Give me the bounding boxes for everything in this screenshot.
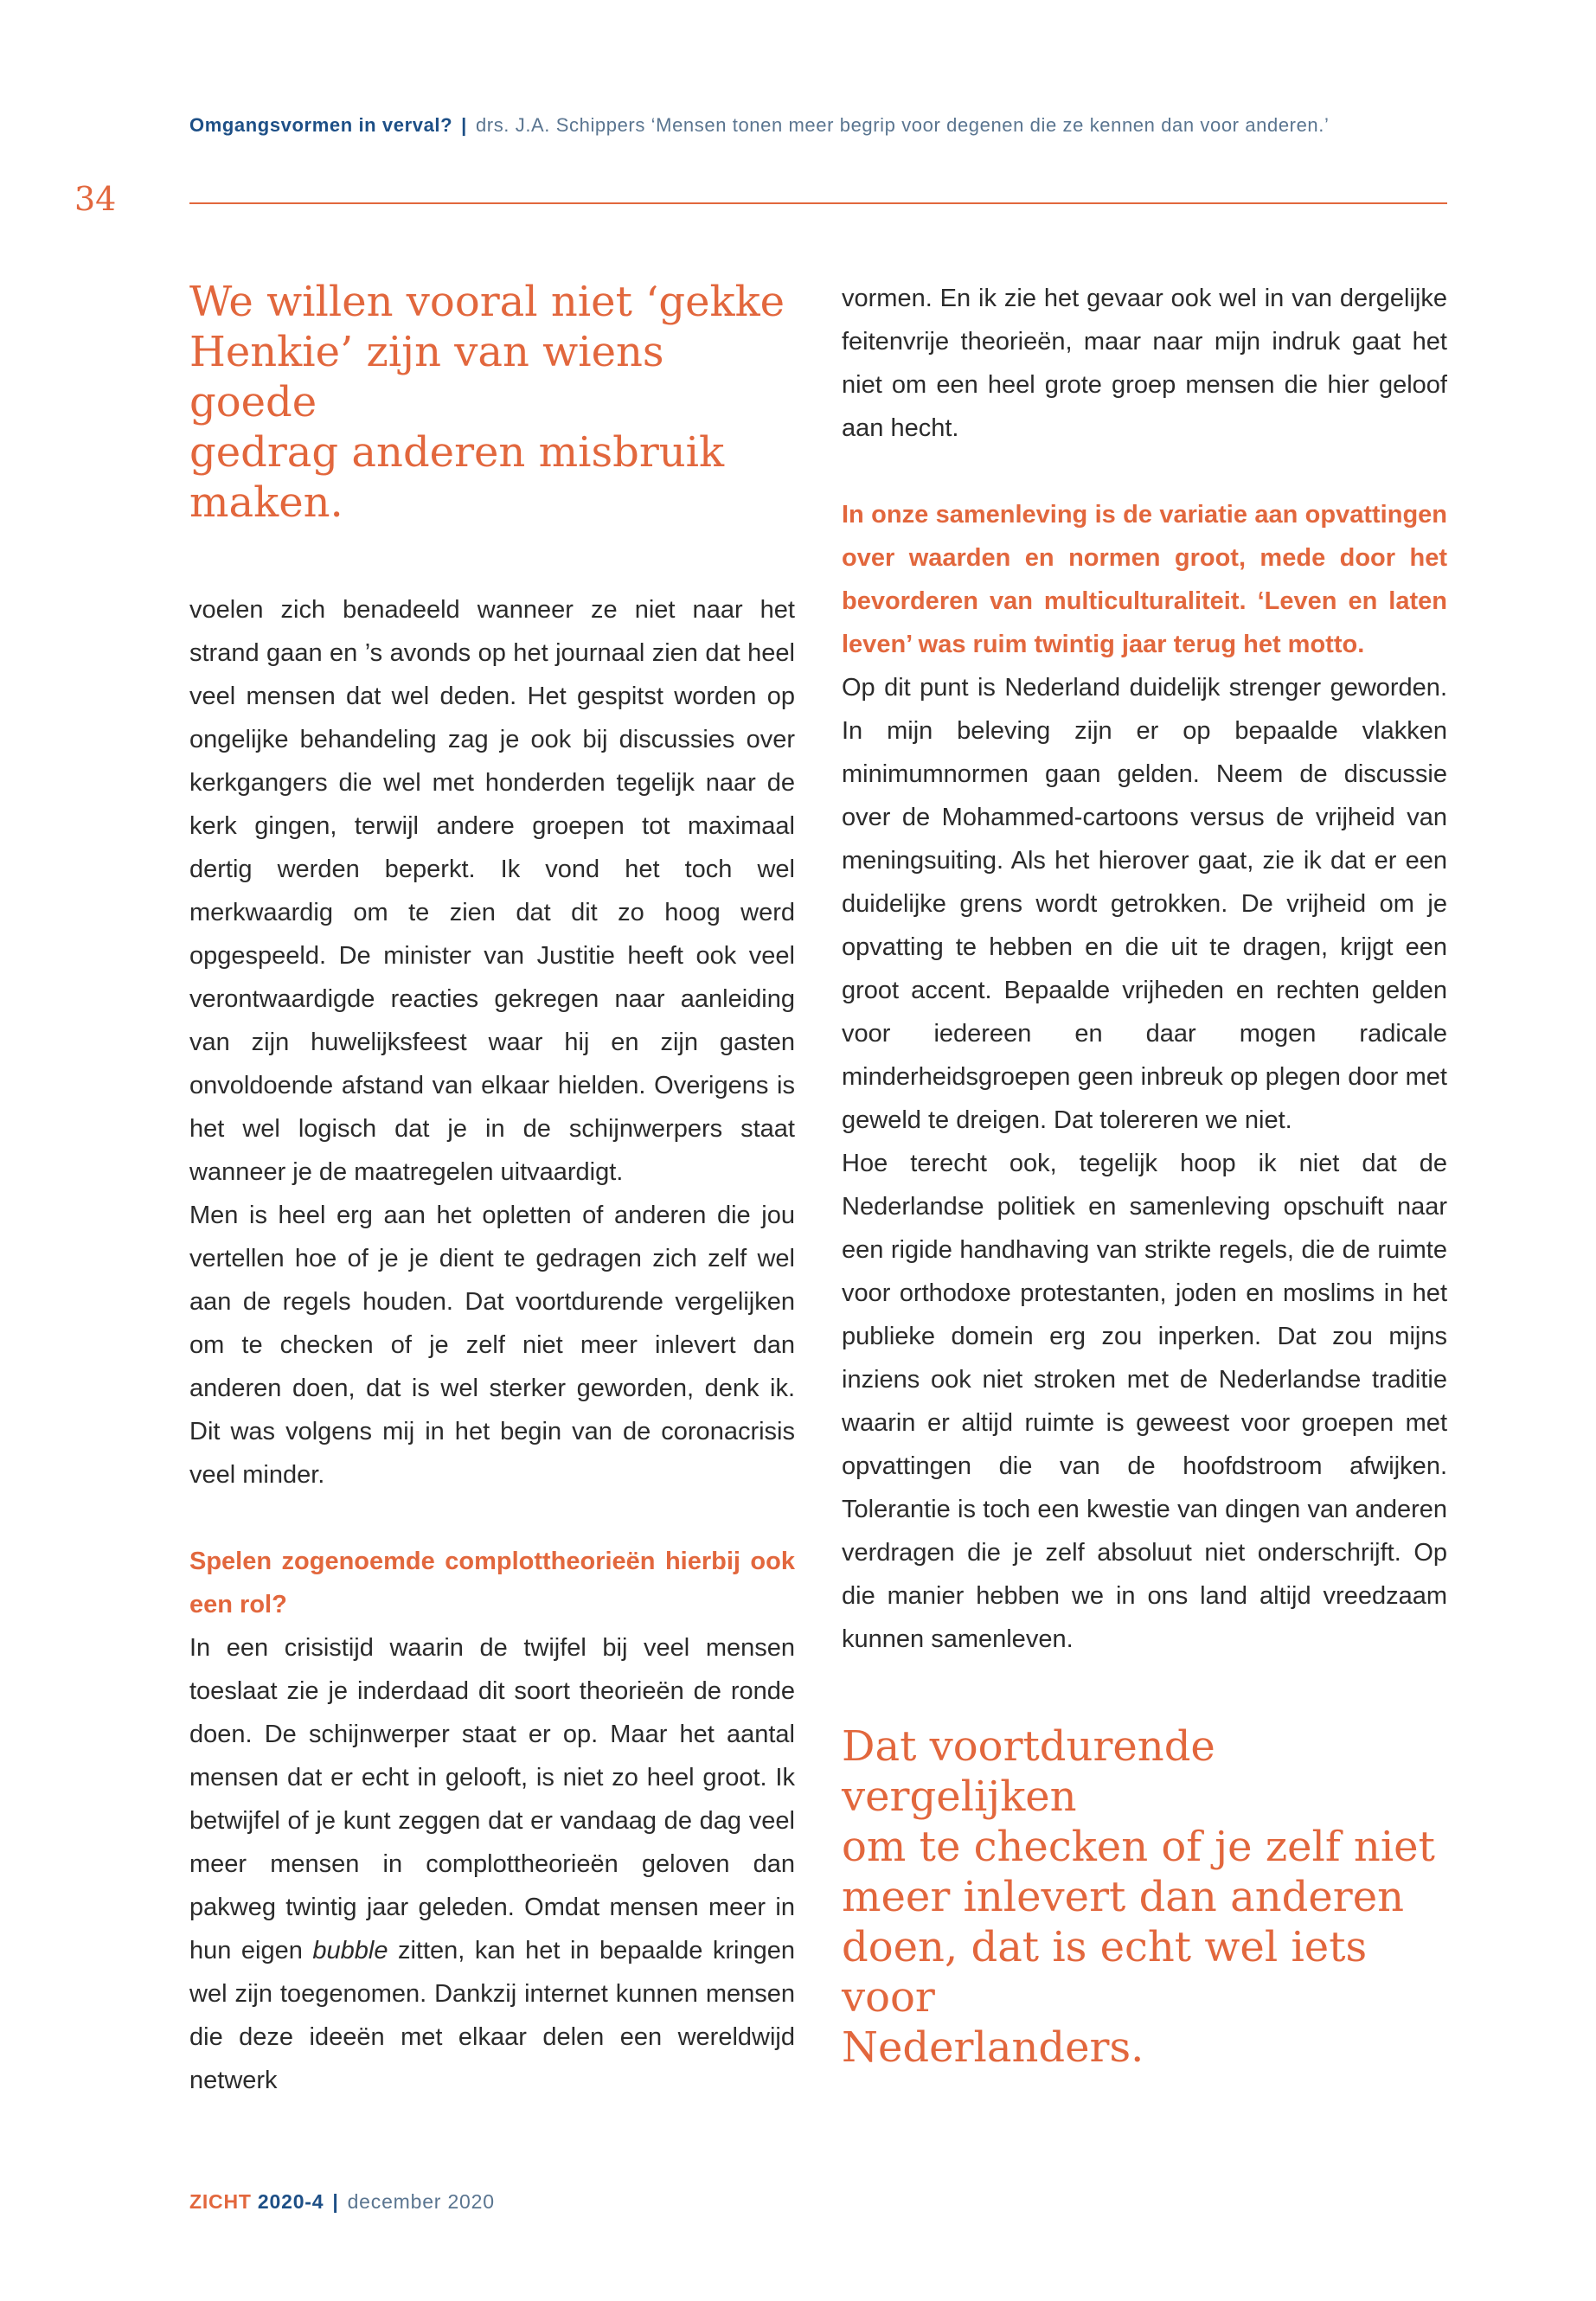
left-body [189,588,795,1497]
highlighted-statement: In onze samenleving is de variatie aan opvattingen over waarden en normen groot, mede door het bevorderen van multiculturaliteit. ‘Leven en laten leven’ was ruim twintig jaar terug het motto. [842,501,1447,658]
pull-quote-line: doen, dat is echt wel iets voor [842,1923,1368,2022]
pull-quote-top [189,277,795,528]
page-footer [189,2190,495,2214]
pull-quote-line: Dat voortdurende vergelijken [842,1722,1215,1821]
body-paragraph: Men is heel erg aan het opletten of anderen die jou vertellen hoe of je je dient te gedragen zich zelf wel aan de regels houden. Dat voortdurende vergelijken om te checken of je zelf niet meer inlevert dan anderen doen, dat is wel sterker geworden, denk ik. Dit was volgens mij in het begin van de coronacrisis veel minder. [189,1202,795,1489]
pull-quote-line: om te checken of je zelf niet [842,1823,1435,1871]
pull-quote-line: Henkie’ zijn van wiens goede [189,328,664,426]
answer-text: zitten, kan het in bepaalde kringen wel zijn toegenomen. Dankzij internet kunnen mensen die deze ideeën met elkaar delen een wereldwijd netwerk [189,1937,795,2094]
pull-quote-line: gedrag anderen misbruik [189,428,725,477]
body-paragraph: vormen. En ik zie het gevaar ook wel in van dergelijke feitenvrije theorieën, maar naar mijn indruk gaat het niet om een heel grote groep mensen die hier geloof aan hecht. [842,285,1447,442]
header-rule [189,202,1447,204]
body-paragraph: Op dit punt is Nederland duidelijk strenger geworden. In mijn beleving zijn er op bepaalde vlakken minimumnormen gaan gelden. Neem de discussie over de Mohammed-cartoons versus de vrijheid van meningsuiting. Als het hierover gaat, zie ik dat er een duidelijke grens wordt getrokken. De vrijheid om je opvatting te hebben en die uit te dragen, krijgt een groot accent. Bepaalde vrijheden en rechten gelden voor iedereen en daar mogen radicale minderheidsgroepen geen inbreuk op plegen door met geweld te dreigen. Dat tolereren we niet. [842,674,1447,1134]
issue-number: 2020-4 [257,2190,324,2213]
left-column [189,277,795,2102]
running-header [189,114,1329,137]
pull-quote-line: maken. [189,478,343,527]
footer-separator: | [332,2190,339,2213]
pull-quote-line: meer inlevert dan anderen [842,1873,1405,1921]
answer-body [189,1626,795,2102]
article-byline: drs. J.A. Schippers ‘Mensen tonen meer begrip voor degenen die ze kennen dan voor anderen.’ [475,114,1330,136]
body-paragraph: voelen zich benadeeld wanneer ze niet naar het strand gaan en ’s avonds op het journaal zien dat heel veel mensen dat wel deden. Het gespitst worden op ongelijke behandeling zag je ook bij discussies over kerkgangers die wel met honderden tegelijk naar de kerk gingen, terwijl andere groepen tot maximaal dertig werden beperkt. Ik vond het toch wel merkwaardig om te zien dat dit zo hoog werd opgespeeld. De minister van Justitie heeft ook veel verontwaardigde reacties gekregen naar aanleiding van zijn huwelijksfeest waar hij en zijn gasten onvoldoende afstand van elkaar hielden. Overigens is het wel logisch dat je in de schijnwerpers staat wanneer je de maatregelen uitvaardigt. [189,596,795,1186]
issue-date: december 2020 [347,2190,495,2213]
pull-quote-bottom [842,1721,1447,2073]
magazine-name: ZICHT [189,2190,252,2213]
interview-question: Spelen zogenoemde complottheorieën hierbij ook een rol? [189,1548,795,1618]
answer-italic-term: bubble [312,1937,388,1965]
header-separator: | [461,114,467,136]
right-body [842,666,1447,1661]
pull-quote-line: We willen vooral niet ‘gekke [189,278,785,326]
pull-quote-line: Nederlanders. [842,2023,1144,2072]
right-body-continuation [842,277,1447,450]
page-number: 34 [74,180,117,218]
answer-paragraph [189,1626,795,2102]
section-title: Omgangsvormen in verval? [189,114,453,136]
right-column [842,277,1447,2073]
answer-text: In een crisistijd waarin de twijfel bij veel mensen toeslaat zie je inderdaad dit soort theorieën de ronde doen. De schijnwerper staat er op. Maar het aantal mensen dat er echt in gelooft, is niet zo heel groot. Ik betwijfel of je kunt zeggen dat er vandaag de dag veel meer mensen in complottheorieën geloven dan pakweg twintig jaar geleden. Omdat mensen meer in hun eigen [189,1634,795,1965]
body-paragraph: Hoe terecht ook, tegelijk hoop ik niet dat de Nederlandse politiek en samenleving opschuift naar een rigide handhaving van strikte regels, die de ruimte voor orthodoxe protestanten, joden en moslims in het publieke domein erg zou inperken. Dat zou mijns inziens ook niet stroken met de Nederlandse traditie waarin er altijd ruimte is geweest voor groepen met opvattingen die van de hoofdstroom afwijken. Tolerantie is toch een kwestie van dingen van anderen verdragen die je zelf absoluut niet onderschrijft. Op die manier hebben we in ons land altijd vreedzaam kunnen samenleven. [842,1150,1447,1653]
